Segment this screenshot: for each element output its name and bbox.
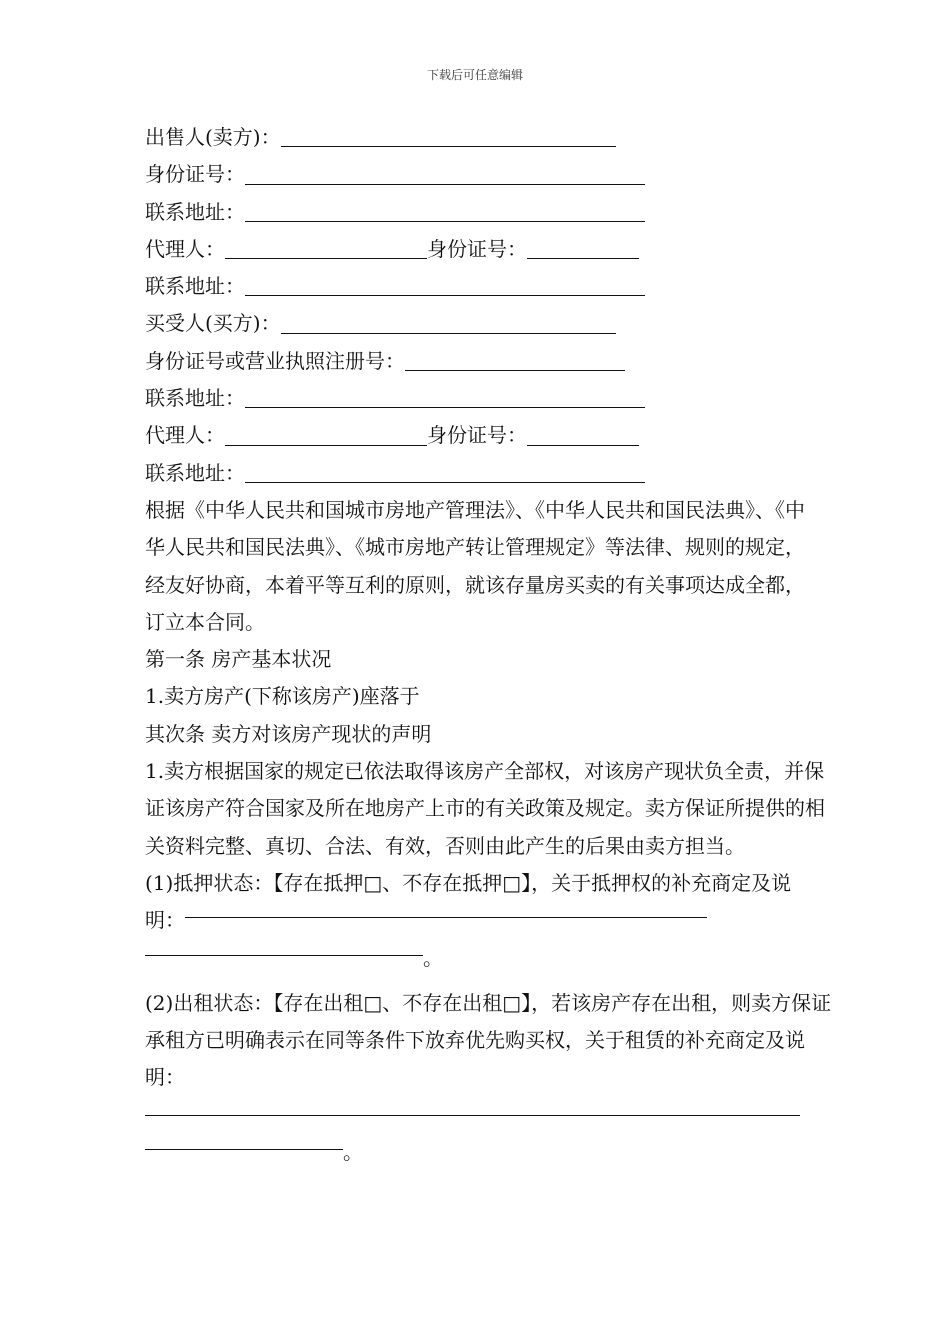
lease-note-field-2[interactable] — [145, 1148, 343, 1150]
seller-address-label: 联系地址： — [145, 199, 245, 224]
article1-item1: 1.卖方房产(下称该房产)座落于 — [145, 684, 420, 709]
buyer-id-label: 身份证号或营业执照注册号： — [145, 348, 405, 373]
buyer-name-row — [145, 305, 835, 342]
buyer-agent-label: 代理人： — [145, 423, 225, 448]
buyer-name-field[interactable] — [281, 332, 616, 334]
seller-agent-id-label: 身份证号： — [427, 236, 527, 261]
seller-agent-field[interactable] — [225, 257, 427, 259]
buyer-address-label: 联系地址： — [145, 386, 245, 411]
seller-name-label: 出售人(卖方)： — [145, 125, 281, 149]
preamble-paragraph: 根据《中华人民共和国城市房地产管理法》、《中华人民共和国民法典》、《中华人民共和国民法典》、《城市房地产转让管理规定》等法律、规则的规定，经友好协商，本着平等互利的原则，就该存量房买卖的有关事项达成全都，订立本合同。 — [145, 497, 805, 634]
buyer-agent-id-label: 身份证号： — [427, 423, 527, 448]
buyer-address-row — [145, 380, 835, 417]
buyer-agent-address-label: 联系地址： — [145, 460, 245, 485]
article1-title: 第一条 房产基本状况 — [145, 647, 332, 672]
buyer-id-field[interactable] — [405, 369, 625, 371]
buyer-agent-row — [145, 417, 835, 454]
mortgage-end: 。 — [423, 945, 443, 970]
buyer-agent-address-row — [145, 455, 835, 492]
mortgage-note-field[interactable] — [185, 916, 707, 918]
buyer-agent-field[interactable] — [225, 444, 427, 446]
seller-agent-id-field[interactable] — [527, 257, 639, 259]
seller-name-row — [145, 119, 835, 156]
article2-item1: 1.卖方根据国家的规定已依法取得该房产全部权，对该房产现状负全责，并保证该房产符合国家及所在地房产上市的有关政策及规定。卖方保证所提供的相关资料完整、真切、合法、有效，否则由此产生的后果由卖方担当。 — [145, 759, 825, 858]
header-note: 下载后可任意编辑 — [426, 68, 523, 82]
seller-id-label: 身份证号： — [145, 162, 245, 187]
buyer-address-field[interactable] — [245, 406, 645, 408]
mortgage-text: (1)抵押状态：【存在抵押□、不存在抵押□】，关于抵押权的补充商定及说明： — [145, 870, 792, 933]
article2-title: 其次条 卖方对该房产现状的声明 — [145, 721, 432, 746]
seller-agent-label: 代理人： — [145, 236, 225, 261]
buyer-agent-address-field[interactable] — [245, 481, 645, 483]
mortgage-note-field-2[interactable] — [145, 954, 423, 956]
seller-id-field[interactable] — [245, 183, 645, 185]
seller-agent-address-row — [145, 268, 835, 305]
lease-note-field[interactable] — [145, 1114, 800, 1116]
buyer-agent-id-field[interactable] — [527, 444, 639, 446]
seller-agent-row — [145, 231, 835, 268]
contract-body — [145, 119, 835, 1171]
seller-agent-address-field[interactable] — [245, 294, 645, 296]
seller-id-row — [145, 156, 835, 193]
seller-name-field[interactable] — [281, 145, 616, 147]
seller-address-row — [145, 194, 835, 231]
buyer-id-row — [145, 343, 835, 380]
lease-text: (2)出租状态：【存在出租□、不存在出租□】，若该房产存在出租，则卖方保证承租方已明确表示在同等条件下放弃优先购买权，关于租赁的补充商定及说明： — [145, 990, 832, 1090]
seller-address-field[interactable] — [245, 220, 645, 222]
seller-agent-address-label: 联系地址： — [145, 274, 245, 299]
lease-end: 。 — [343, 1140, 363, 1165]
lease-clause — [145, 985, 835, 1171]
buyer-name-label: 买受人(买方)： — [145, 311, 281, 336]
mortgage-clause — [145, 865, 813, 977]
